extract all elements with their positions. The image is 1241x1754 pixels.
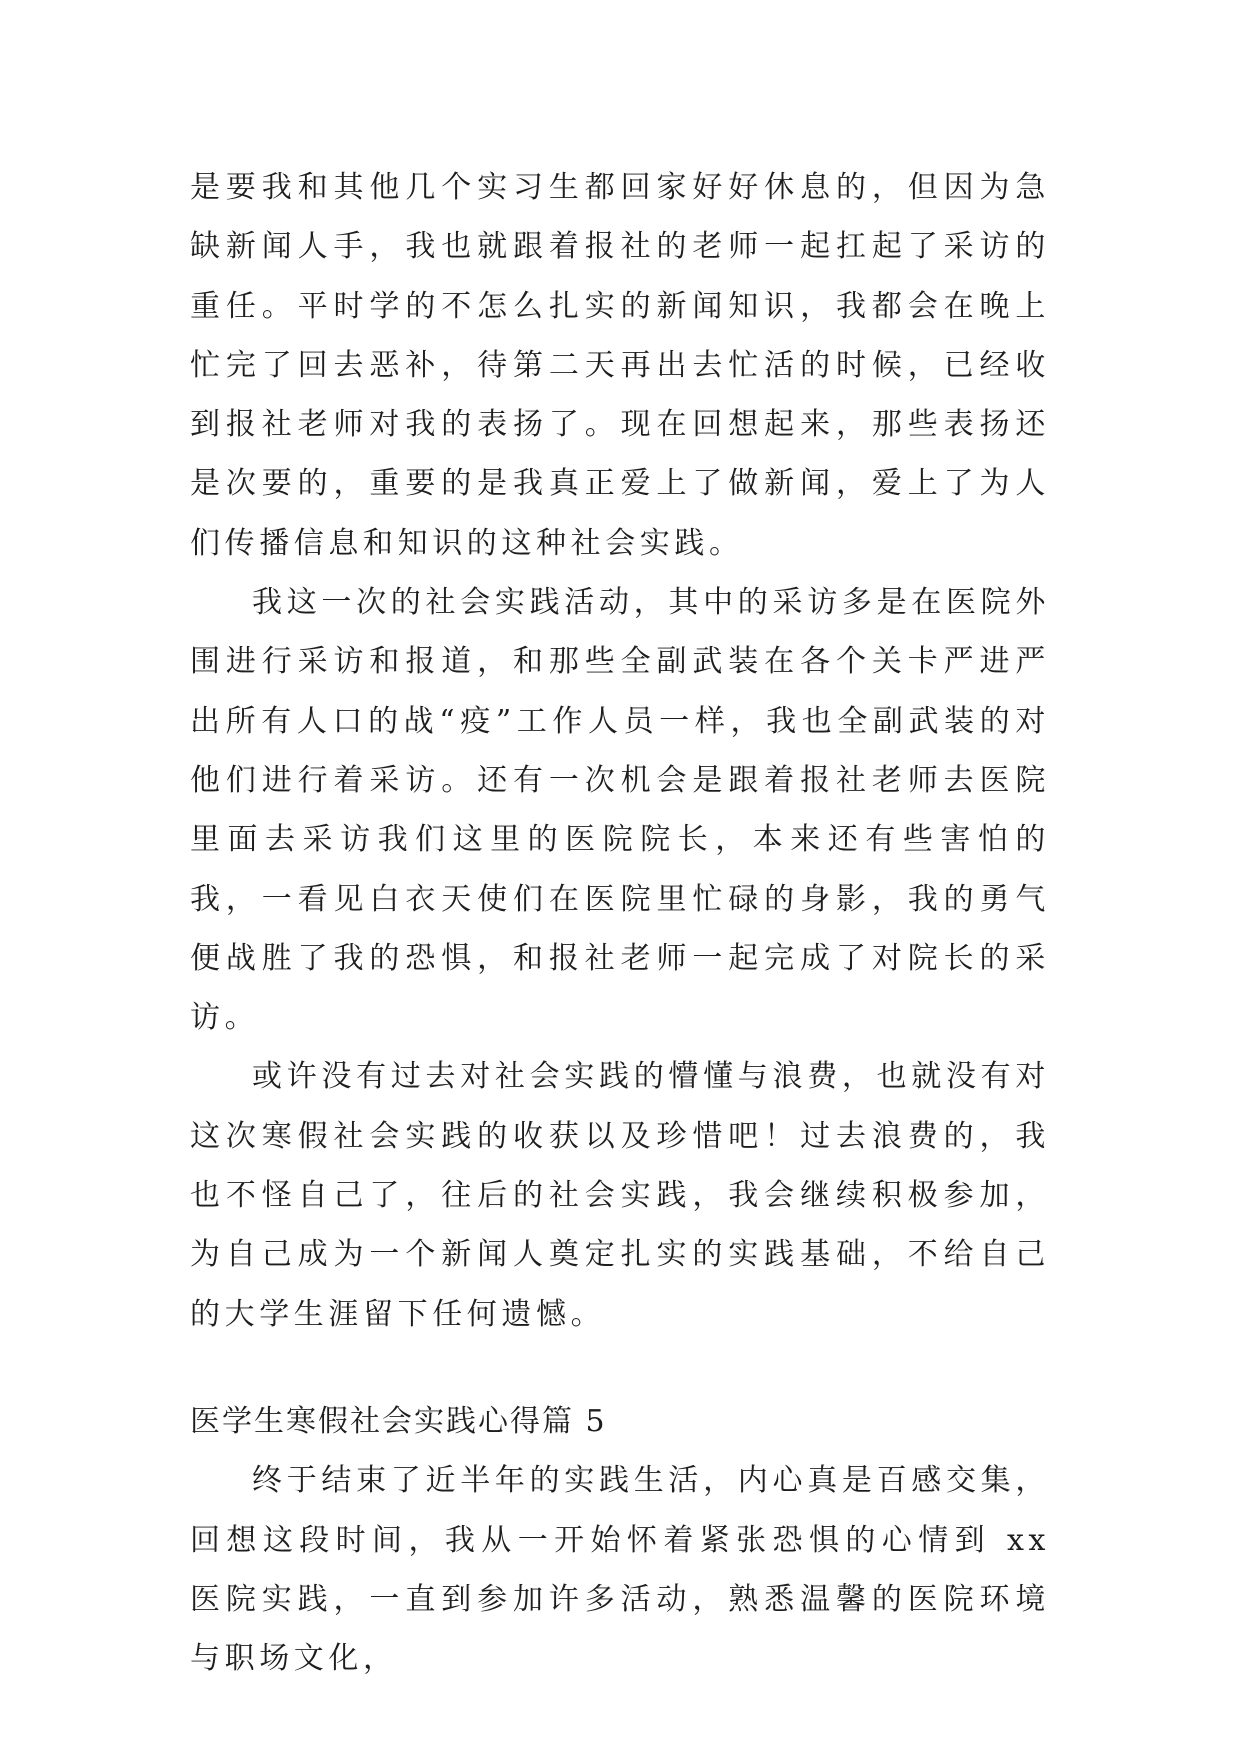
paragraph-continued: 是要我和其他几个实习生都回家好好休息的，但因为急缺新闻人手，我也就跟着报社的老师一起扛起了采访的重任。平时学的不怎么扎实的新闻知识，我都会在晚上忙完了回去恶补，待第二天再出去忙活的时候，已经收到报社老师对我的表扬了。现在回想起来，那些表扬还是次要的，重要的是我真正爱上了做新闻，爱上了为人们传播信息和知识的这种社会实践。 xyxy=(190,170,1050,561)
paragraph-section-intro: 终于结束了近半年的实践生活，内心真是百感交集，回想这段时间，我从一开始怀着紧张恐惧的心情到 xx 医院实践，一直到参加许多活动，熟悉温馨的医院环境与职场文化， xyxy=(190,1463,1050,1677)
paragraph-interview: 我这一次的社会实践活动，其中的采访多是在医院外围进行采访和报道，和那些全副武装在各个关卡严进严出所有人口的战“疫”工作人员一样，我也全副武装的对他们进行着采访。还有一次机会是跟着报社老师去医院里面去采访我们这里的医院院长，本来还有些害怕的我，一看见白衣天使们在医院里忙碌的身影，我的勇气便战胜了我的恐惧，和报社老师一起完成了对院长的采访。 xyxy=(190,585,1050,1036)
paragraph-reflection: 或许没有过去对社会实践的懵懂与浪费，也就没有对这次寒假社会实践的收获以及珍惜吧！过去浪费的，我也不怪自己了，往后的社会实践，我会继续积极参加，为自己成为一个新闻人奠定扎实的实践基础，不给自己的大学生涯留下任何遗憾。 xyxy=(190,1059,1050,1332)
document-body xyxy=(190,158,1050,1688)
section-heading: 医学生寒假社会实践心得篇 5 xyxy=(190,1403,607,1439)
